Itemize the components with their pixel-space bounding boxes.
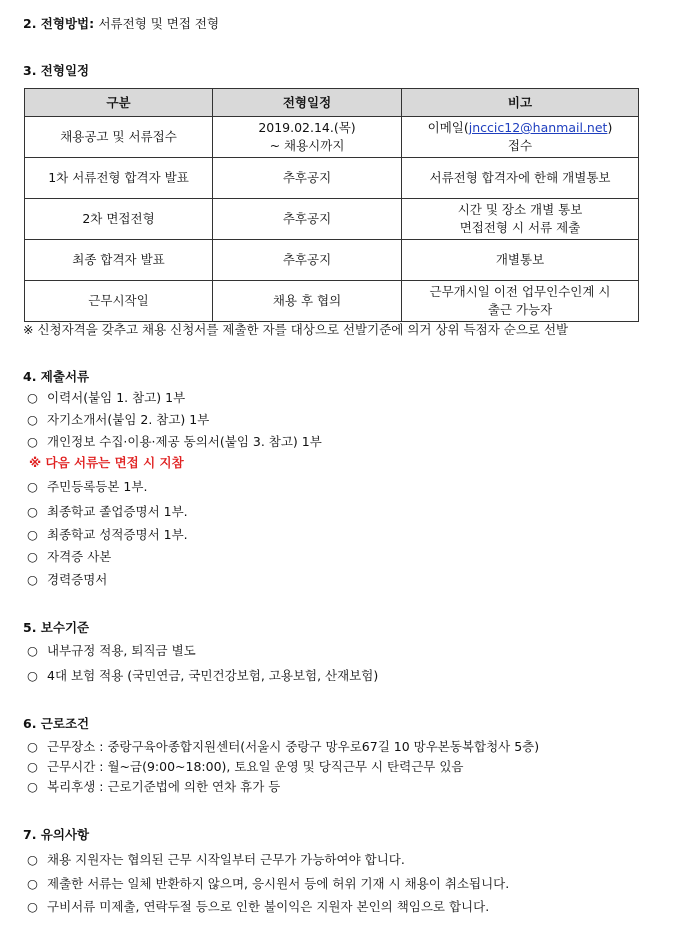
circle-bullet-icon: ○ bbox=[27, 899, 38, 914]
email-suffix: ) bbox=[607, 120, 613, 135]
list-item-text: 채용 지원자는 협의된 근무 시작일부터 근무가 가능하여야 합니다. bbox=[47, 852, 405, 867]
list-item-text: 개인정보 수집·이용·제공 동의서(붙임 3. 참고) 1부 bbox=[47, 434, 322, 449]
circle-bullet-icon: ○ bbox=[27, 412, 38, 427]
notes-title: 7. 유의사항 bbox=[23, 827, 90, 842]
row-remarks bbox=[402, 117, 639, 158]
schedule-footnote: ※ 신청자격을 갖추고 채용 신청서를 제출한 자를 대상으로 선발기준에 의거 상위 득점자 순으로 선발 bbox=[23, 322, 569, 337]
circle-bullet-icon: ○ bbox=[27, 390, 38, 405]
circle-bullet-icon: ○ bbox=[27, 876, 38, 891]
list-item bbox=[27, 547, 111, 565]
list-item-text: 제출한 서류는 일체 반환하지 않으며, 응시원서 등에 허위 기재 시 채용이 취소됩니다. bbox=[47, 876, 510, 891]
row-remarks bbox=[402, 281, 639, 322]
pay-title: 5. 보수기준 bbox=[23, 620, 90, 635]
list-item-text: 경력증명서 bbox=[47, 572, 108, 587]
list-item bbox=[27, 570, 107, 588]
list-item bbox=[27, 477, 147, 495]
circle-bullet-icon: ○ bbox=[27, 434, 38, 449]
list-item bbox=[27, 850, 405, 868]
list-item bbox=[27, 757, 463, 775]
list-item bbox=[27, 410, 209, 428]
row-schedule bbox=[213, 117, 402, 158]
circle-bullet-icon: ○ bbox=[27, 643, 38, 658]
row-remarks-line2: 접수 bbox=[507, 138, 533, 153]
list-item bbox=[27, 777, 280, 795]
list-item-text: 근무장소 : 중랑구육아종합지원센터(서울시 중랑구 망우로67길 10 망우본동복합청사 5층) bbox=[47, 739, 540, 754]
row-remarks: 서류전형 합격자에 한해 개별통보 bbox=[402, 158, 639, 199]
table-row bbox=[25, 117, 639, 158]
list-item-text: 구비서류 미제출, 연락두절 등으로 인한 불이익은 지원자 본인의 책임으로 합니다. bbox=[47, 899, 490, 914]
list-item-text: 자격증 사본 bbox=[47, 549, 112, 564]
header-remarks: 비고 bbox=[402, 89, 639, 117]
circle-bullet-icon: ○ bbox=[27, 479, 38, 494]
row-remarks-line2: 출근 가능자 bbox=[487, 302, 553, 317]
list-item bbox=[27, 502, 188, 520]
row-remarks-line2: 면접전형 시 서류 제출 bbox=[459, 220, 581, 235]
method-title: 2. 전형방법: bbox=[23, 16, 95, 31]
circle-bullet-icon: ○ bbox=[27, 739, 38, 754]
documents-title: 4. 제출서류 bbox=[23, 369, 90, 384]
table-row bbox=[25, 240, 639, 281]
row-category: 채용공고 및 서류접수 bbox=[25, 117, 213, 158]
circle-bullet-icon: ○ bbox=[27, 504, 38, 519]
list-item bbox=[27, 525, 188, 543]
list-item bbox=[27, 432, 322, 450]
email-link[interactable]: jnccic12@hanmail.net bbox=[468, 120, 608, 135]
circle-bullet-icon: ○ bbox=[27, 527, 38, 542]
list-item-text: 이력서(붙임 1. 참고) 1부 bbox=[47, 390, 186, 405]
method-text: 서류전형 및 면접 전형 bbox=[98, 16, 220, 31]
list-item bbox=[27, 874, 509, 892]
list-item-text: 최종학교 졸업증명서 1부. bbox=[47, 504, 188, 519]
list-item-text: 최종학교 성적증명서 1부. bbox=[47, 527, 188, 542]
list-item-text: 내부규정 적용, 퇴직금 별도 bbox=[47, 643, 196, 658]
circle-bullet-icon: ○ bbox=[27, 572, 38, 587]
list-item bbox=[27, 388, 185, 406]
list-item bbox=[27, 737, 539, 755]
email-prefix: 이메일( bbox=[427, 120, 469, 135]
circle-bullet-icon: ○ bbox=[27, 759, 38, 774]
row-remarks bbox=[402, 199, 639, 240]
row-schedule: 추후공지 bbox=[213, 240, 402, 281]
table-row bbox=[25, 199, 639, 240]
row-remarks-line1: 시간 및 장소 개별 통보 bbox=[457, 202, 583, 217]
circle-bullet-icon: ○ bbox=[27, 779, 38, 794]
header-category: 구분 bbox=[25, 89, 213, 117]
row-schedule: 채용 후 협의 bbox=[213, 281, 402, 322]
list-item-text: 주민등록등본 1부. bbox=[47, 479, 148, 494]
schedule-title: 3. 전형일정 bbox=[23, 63, 90, 78]
row-remarks-line1 bbox=[406, 119, 634, 137]
list-item-text: 자기소개서(붙임 2. 참고) 1부 bbox=[47, 412, 210, 427]
list-item-text: 근무시간 : 월~금(9:00~18:00), 토요일 운영 및 당직근무 시 탄력근무 있음 bbox=[47, 759, 464, 774]
list-item-text: 복리후생 : 근로기준법에 의한 연차 휴가 등 bbox=[47, 779, 281, 794]
row-schedule-line2: ~ 채용시까지 bbox=[269, 138, 345, 153]
row-schedule: 추후공지 bbox=[213, 158, 402, 199]
interview-notice: ※ 다음 서류는 면접 시 지참 bbox=[29, 455, 184, 470]
row-category: 최종 합격자 발표 bbox=[25, 240, 213, 281]
circle-bullet-icon: ○ bbox=[27, 668, 38, 683]
row-remarks: 개별통보 bbox=[402, 240, 639, 281]
header-schedule: 전형일정 bbox=[213, 89, 402, 117]
row-category: 근무시작일 bbox=[25, 281, 213, 322]
method-heading bbox=[23, 14, 219, 32]
row-category: 1차 서류전형 합격자 발표 bbox=[25, 158, 213, 199]
schedule-header-row bbox=[25, 89, 639, 117]
row-schedule-line1: 2019.02.14.(목) bbox=[258, 120, 356, 135]
list-item bbox=[27, 641, 196, 659]
row-remarks-line1: 근무개시일 이전 업무인수인계 시 bbox=[429, 284, 611, 299]
row-schedule: 추후공지 bbox=[213, 199, 402, 240]
schedule-table bbox=[24, 88, 639, 322]
circle-bullet-icon: ○ bbox=[27, 852, 38, 867]
conditions-title: 6. 근로조건 bbox=[23, 716, 90, 731]
list-item bbox=[27, 666, 378, 684]
table-row bbox=[25, 281, 639, 322]
row-category: 2차 면접전형 bbox=[25, 199, 213, 240]
circle-bullet-icon: ○ bbox=[27, 549, 38, 564]
list-item bbox=[27, 897, 489, 915]
table-row bbox=[25, 158, 639, 199]
list-item-text: 4대 보험 적용 (국민연금, 국민건강보험, 고용보험, 산재보험) bbox=[47, 668, 379, 683]
